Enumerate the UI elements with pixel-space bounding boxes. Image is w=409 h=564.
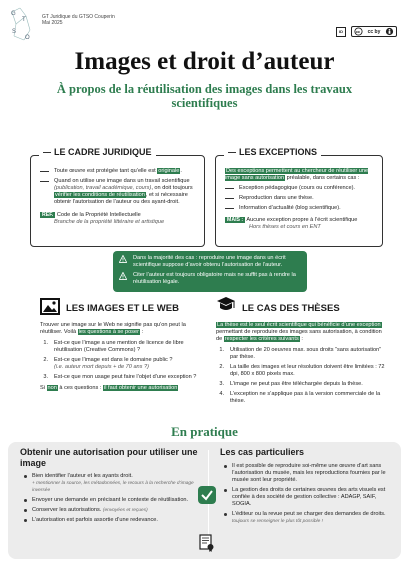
- list-item: [40, 178, 198, 206]
- item-text: L’éditeur ou la revue peut se charger des demandes de droits.: [232, 510, 386, 517]
- logo-letter: T: [22, 17, 26, 23]
- cadre-b2-italic: (publication, travail académique, cours): [54, 185, 152, 191]
- list-item: [20, 473, 198, 494]
- list-item: [216, 364, 386, 378]
- exceptions-intro-end: préalable, dans certains cas :: [285, 175, 360, 181]
- item-sub: (i.e. auteur mort depuis + de 70 ans ?): [54, 364, 149, 370]
- mais-text: Aucune exception propre à l’écrit scientifique: [246, 217, 358, 223]
- autorisation-column: [20, 447, 198, 527]
- non-highlight: non: [47, 385, 57, 391]
- cc-by-badge: [351, 26, 397, 37]
- header-meta: [42, 14, 115, 26]
- callout-text-2: Citer l’auteur est toujours obligatoire mais ne suffit pas à rendre la réutilisation légale.: [133, 272, 296, 285]
- list-item: Exception pédagogique (cours ou conférence).: [225, 185, 376, 192]
- web-intro-end: :: [139, 329, 144, 335]
- item-number: 1.: [43, 340, 48, 346]
- web-outro-text: Si: [40, 385, 47, 391]
- item-text: Est-ce que l’image est dans le domaine public ?: [54, 357, 173, 363]
- callout-row: [119, 255, 301, 269]
- item-text: L’exception ne s’applique pas à la version commerciale de la thèse.: [230, 391, 381, 404]
- exceptions-intro: [225, 168, 376, 182]
- license-badges: [336, 26, 397, 37]
- item-sub: (envoyées et reçues): [102, 508, 148, 513]
- cadre-b2-text: Quand on utilise une image dans un travail scientifique: [54, 178, 190, 184]
- item-text: Utilisation de 20 oeuvres max. sous droits “sans autorisation” par thèse.: [230, 347, 382, 360]
- item-text: Conserver les autorisations.: [32, 507, 102, 513]
- list-item: Information d’actualité (blog scientifique).: [225, 205, 376, 212]
- list-item: [220, 487, 392, 508]
- list-item: [216, 381, 386, 388]
- exceptions-intro-highlight: Des exceptions permettent au chercheur de réutiliser une image sans autorisation: [225, 168, 369, 181]
- exceptions-mais: [225, 217, 376, 231]
- list-item: [40, 340, 200, 354]
- list-item: [20, 497, 198, 504]
- cadre-b2-end: , et si nécessaire obtenir l’autorisation de l’auteur ou des ayant-droit.: [54, 192, 188, 205]
- item-number: 3.: [219, 381, 224, 387]
- theses-intro: [216, 322, 386, 343]
- cadre-b2-mid: , on doit toujours: [151, 185, 193, 191]
- originale-highlight: originale: [158, 168, 180, 174]
- callout-row: [119, 272, 301, 286]
- theses-body: [216, 322, 386, 408]
- item-text: Est-ce que mon usage peut faire l’objet d’une exception ?: [54, 374, 197, 380]
- cadre-b1-text: Toute œuvre est protégée tant qu’elle est: [54, 168, 158, 174]
- item-number: 2.: [43, 357, 48, 363]
- mais-sub: Hors thèses et cours en ENT: [249, 224, 321, 230]
- theses-intro-highlight: La thèse est le seul écrit scientifique qui bénéficie d’une exception: [217, 322, 381, 328]
- list-item: [40, 357, 200, 371]
- cc-icon: [354, 27, 363, 36]
- questions-highlight: les questions à se poser: [78, 329, 139, 335]
- list-item: [216, 391, 386, 405]
- verifier-highlight: vérifier les conditions de réutilisation: [55, 192, 145, 198]
- header: [4, 4, 405, 48]
- warning-icon: [119, 255, 127, 263]
- cas-particuliers-column: [220, 447, 392, 528]
- logo-letter: O: [25, 35, 30, 41]
- list-item: [40, 168, 198, 175]
- cc-by-label: cc by: [367, 28, 381, 35]
- cadre-b1-end: .: [180, 168, 182, 174]
- ref-label: RÉF.: [42, 212, 54, 218]
- header-date: Mai 2025: [42, 20, 63, 26]
- theses-intro-mid: permettant de reproduire des images sans autorisation, à condition de: [216, 329, 382, 342]
- list-item: Reproduction dans une thèse.: [225, 195, 376, 202]
- item-number: 4.: [219, 391, 224, 397]
- person-icon: [385, 27, 394, 36]
- list-item: [220, 511, 392, 525]
- list-item: [20, 517, 198, 524]
- list-item: [40, 374, 200, 381]
- web-outro: [40, 385, 200, 392]
- item-text: Bien identifier l’auteur et les ayants droit.: [32, 473, 133, 479]
- theses-title: LE CAS DES THÈSES: [242, 303, 340, 314]
- exceptions-title: LES EXCEPTIONS: [224, 149, 321, 156]
- item-text: Envoyer une demande en précisant le contexte de réutilisation.: [32, 497, 189, 503]
- cadre-reference: [40, 212, 198, 226]
- item-text: La gestion des droits de certaines œuvres des arts visuels est confiée à des société de gestion collective : ADAGP, SAIF, SOGIA.: [232, 486, 386, 507]
- item-sub: + mentionner la source, les métadonnées, le recours à la recherche d’image inversée: [32, 481, 194, 493]
- autorisation-title: Obtenir une autorisation pour utiliser une image: [20, 447, 198, 468]
- web-intro: [40, 322, 200, 336]
- page-subtitle: À propos de la réutilisation des images dans les travaux scientifiques: [56, 82, 353, 110]
- cadre-juridique-title: LE CADRE JURIDIQUE: [39, 149, 156, 156]
- graduation-cap-icon: [216, 296, 236, 315]
- contract-icon: [199, 534, 215, 552]
- header-org: GT Juridique du GTSO Couperin: [42, 14, 115, 20]
- list-item: [216, 347, 386, 361]
- item-number: 1.: [219, 347, 224, 353]
- warning-icon: [119, 272, 127, 280]
- ref-text: Code de la Propriété Intellectuelle: [56, 212, 141, 218]
- callout-text-1: Dans la majorité des cas : reproduire une image dans un écrit scientifique suppose d’avoir obtenu l’autorisation de l’auteur.: [133, 255, 286, 268]
- warning-callout: [113, 251, 307, 292]
- gtso-logo-icon: [6, 4, 36, 44]
- cadre-juridique-box: [30, 147, 205, 247]
- item-sub: toujours se renseigner le plus tôt possible !: [232, 518, 323, 524]
- item-text: La taille des images et leur résolution doivent être limitées : 72 dpi, 800 x 800 pixels max.: [230, 364, 385, 377]
- web-title: LES IMAGES ET LE WEB: [66, 303, 179, 314]
- exceptions-box: [215, 147, 383, 247]
- image-icon: [40, 298, 60, 315]
- page-title: Images et droit d’auteur: [74, 48, 335, 75]
- list-item: [20, 507, 198, 514]
- logo-letter: G: [11, 11, 16, 17]
- list-item: [220, 463, 392, 484]
- pratique-title: En pratique: [171, 424, 238, 439]
- criteres-highlight: respecter les critères suivants: [224, 336, 299, 342]
- item-text: L’image ne peut pas être téléchargée depuis la thèse.: [230, 381, 363, 387]
- id-badge: ID: [336, 27, 346, 37]
- item-text: L’autorisation est parfois assortie d’une redevance.: [32, 517, 158, 523]
- mais-label: MAIS :: [227, 217, 244, 223]
- item-text: Est-ce que l’image a une mention de licence de libre réutilisation (Creative Commons) ?: [54, 340, 184, 353]
- web-outro-mid: à ces questions :: [57, 385, 103, 391]
- svg-text:cc: cc: [356, 29, 361, 34]
- web-intro-text: Trouver une image sur le Web ne signifie pas qu’on peut la réutiliser. Voilà: [40, 322, 186, 335]
- web-body: [40, 322, 200, 392]
- item-number: 2.: [219, 364, 224, 370]
- item-text: Il est possible de reproduire soi-même une œuvre d’art sans l’autorisation du musée, mais les reproductions fournies par le musée sont leur propriété.: [232, 462, 386, 483]
- cas-particuliers-title: Les cas particuliers: [220, 447, 305, 457]
- autorisation-highlight: il faut obtenir une autorisation: [103, 385, 178, 391]
- checkmark-icon: [198, 486, 216, 504]
- pratique-panel: [8, 442, 401, 559]
- ref-sub: Branche de la propriété littéraire et artistique: [54, 219, 165, 225]
- logo-letter: S: [12, 29, 17, 35]
- item-number: 3.: [43, 374, 48, 380]
- theses-intro-end: :: [299, 336, 303, 342]
